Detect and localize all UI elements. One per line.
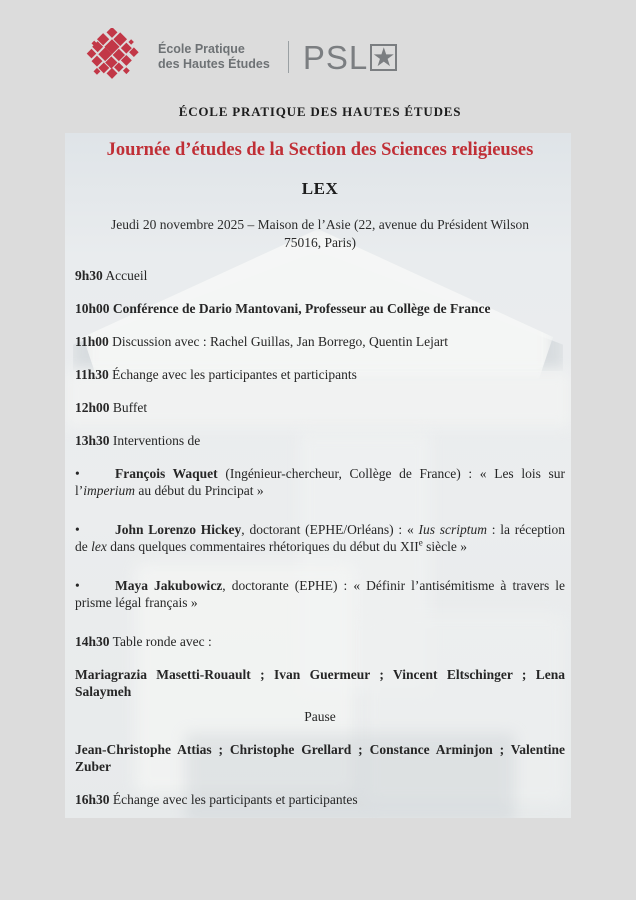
event-date-location — [75, 216, 565, 252]
event-subtitle: LEX — [301, 179, 339, 198]
schedule-item: Mariagrazia Masetti-Rouault ; Ivan Guermeur ; Vincent Eltschinger ; Lena Salaymeh — [75, 667, 565, 699]
psl-letters: PSL — [302, 38, 369, 76]
institution-heading: ÉCOLE PRATIQUE DES HAUTES ÉTUDES — [178, 104, 462, 119]
schedule-item: • Maya Jakubowicz, doctorante (EPHE) : « Définir l’antisémitisme à travers le prisme légal français » — [75, 578, 565, 610]
bullet-icon: • — [75, 578, 80, 593]
logo-divider — [288, 41, 289, 73]
event-date-line1: Jeudi 20 novembre 2025 – Maison de l’Asie (22, avenue du Président Wilson — [110, 217, 529, 232]
schedule-item: 9h30 Accueil — [75, 268, 148, 283]
header-logos — [76, 28, 397, 86]
event-date-line2: 75016, Paris) — [284, 235, 356, 250]
schedule-item: Jean-Christophe Attias ; Christophe Grellard ; Constance Arminjon ; Valentine Zuber — [75, 742, 565, 774]
ephe-logo-line1: École Pratique — [158, 42, 245, 56]
schedule-item: 16h30 Échange avec les participants et participantes — [75, 792, 358, 807]
schedule-item: • John Lorenzo Hickey, doctorant (EPHE/Orléans) : « Ius scriptum : la réception de lex dans quelques commentaires rhétoriques du début du XIIe siècle » — [75, 522, 565, 554]
schedule-item: 14h30 Table ronde avec : — [75, 634, 212, 649]
bullet-icon: • — [75, 522, 80, 537]
psl-star-icon: ★ — [372, 43, 396, 71]
psl-logo — [302, 38, 397, 76]
document-content — [75, 104, 565, 824]
schedule-item: 11h00 Discussion avec : Rachel Guillas, Jan Borrego, Quentin Lejart — [75, 334, 449, 349]
bullet-icon: • — [75, 466, 80, 481]
ephe-logo-text — [158, 42, 270, 72]
ephe-logo-line2: des Hautes Études — [158, 57, 270, 71]
page-title: Journée d’études de la Section des Sciences religieuses — [106, 140, 534, 160]
schedule-item: 11h30 Échange avec les participantes et participants — [75, 367, 357, 382]
schedule-item: 12h00 Buffet — [75, 400, 148, 415]
schedule-item: • François Waquet (Ingénieur-chercheur, Collège de France) : « Les lois sur l’imperium au début du Principat » — [75, 466, 565, 498]
schedule-item: 13h30 Interventions de — [75, 433, 201, 448]
schedule-item: Pause — [304, 709, 336, 724]
schedule-list — [75, 267, 565, 808]
ephe-diamond-logo-icon — [76, 28, 148, 86]
schedule-item: 10h00 Conférence de Dario Mantovani, Professeur au Collège de France — [75, 301, 491, 316]
